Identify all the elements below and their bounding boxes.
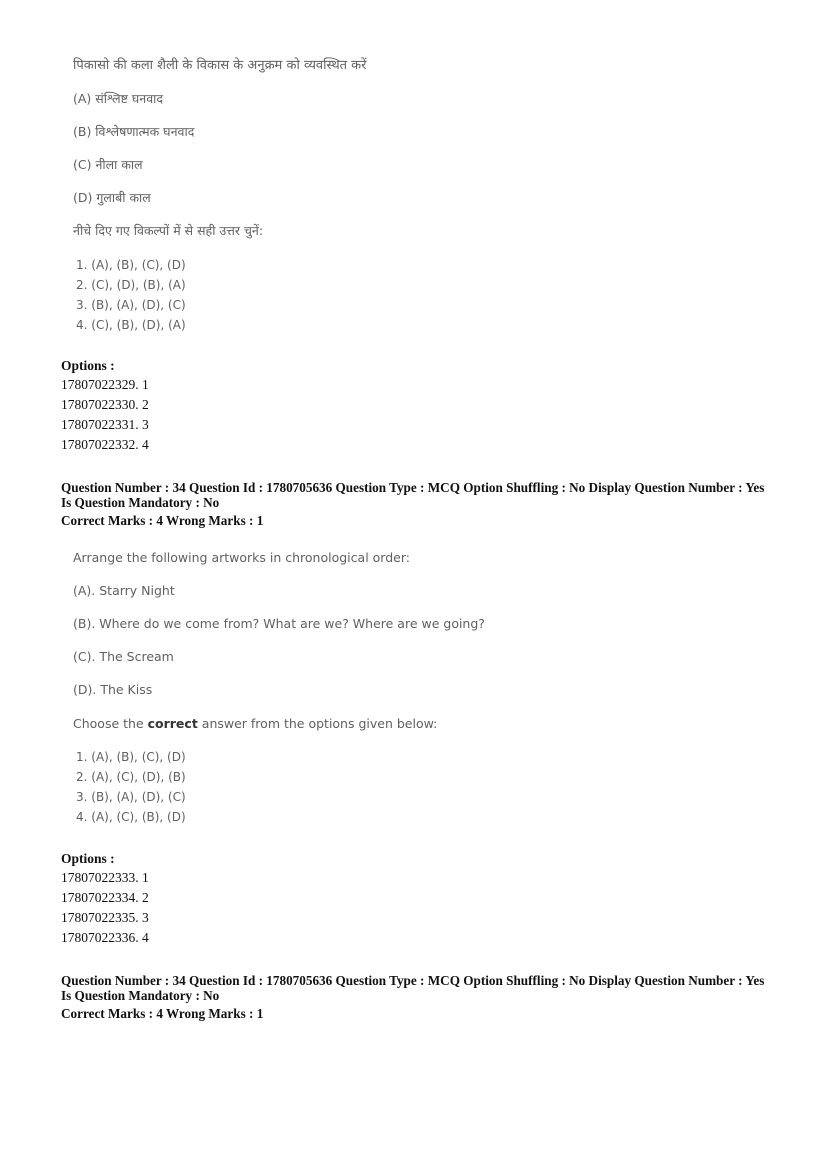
question-marks: Correct Marks : 4 Wrong Marks : 1 (61, 1006, 264, 1021)
question-stem: पिकासो की कला शैली के विकास के अनुक्रम को व्यवस्थित करें (73, 58, 367, 73)
instruction-post: answer from the options given below: (197, 716, 438, 731)
instruction-bold: correct (147, 716, 198, 731)
choice-4: 4. (A), (C), (B), (D) (76, 810, 186, 824)
question-33-image (66, 50, 466, 340)
question-stem: Arrange the following artworks in chronological order: (73, 550, 410, 565)
options-label: Options : (61, 358, 115, 373)
choice-2: 2. (A), (C), (D), (B) (76, 770, 186, 784)
statement-b: (B). Where do we come from? What are we? Where are we going? (73, 616, 485, 631)
option-item: 17807022331. 3 (61, 417, 149, 432)
choice-3: 3. (B), (A), (D), (C) (76, 790, 186, 804)
option-item: 17807022335. 3 (61, 910, 149, 925)
option-item: 17807022329. 1 (61, 377, 149, 392)
instruction: नीचे दिए गए विकल्पों में से सही उत्तर चुनें: (73, 223, 264, 238)
statement-c: (C). The Scream (73, 649, 174, 664)
question-marks: Correct Marks : 4 Wrong Marks : 1 (61, 513, 264, 528)
statement-d: (D) गुलाबी काल (73, 190, 151, 205)
statement-d: (D). The Kiss (73, 682, 153, 697)
choice-1: 1. (A), (B), (C), (D) (76, 750, 186, 764)
statement-c: (C) नीला काल (73, 157, 143, 172)
option-item: 17807022333. 1 (61, 870, 149, 885)
statement-a: (A) संश्लिष्ट घनवाद (73, 91, 164, 106)
instruction (73, 716, 437, 731)
question-mandatory: Is Question Mandatory : No (61, 988, 220, 1003)
statement-b: (B) विश्लेषणात्मक घनवाद (73, 124, 195, 139)
choice-3: 3. (B), (A), (D), (C) (76, 298, 186, 312)
choice-2: 2. (C), (D), (B), (A) (76, 278, 186, 292)
option-item: 17807022332. 4 (61, 437, 149, 452)
choice-1: 1. (A), (B), (C), (D) (76, 258, 186, 272)
question-meta: Question Number : 34 Question Id : 1780705636 Question Type : MCQ Option Shuffling : No Display Question Number : Yes (61, 480, 765, 495)
instruction-pre: Choose the (73, 716, 148, 731)
question-meta: Question Number : 34 Question Id : 1780705636 Question Type : MCQ Option Shuffling : No Display Question Number : Yes (61, 973, 765, 988)
question-34-image (66, 545, 486, 830)
option-item: 17807022330. 2 (61, 397, 149, 412)
options-label: Options : (61, 851, 115, 866)
question-mandatory: Is Question Mandatory : No (61, 495, 220, 510)
choice-4: 4. (C), (B), (D), (A) (76, 318, 186, 332)
statement-a: (A). Starry Night (73, 583, 175, 598)
option-item: 17807022334. 2 (61, 890, 149, 905)
option-item: 17807022336. 4 (61, 930, 149, 945)
